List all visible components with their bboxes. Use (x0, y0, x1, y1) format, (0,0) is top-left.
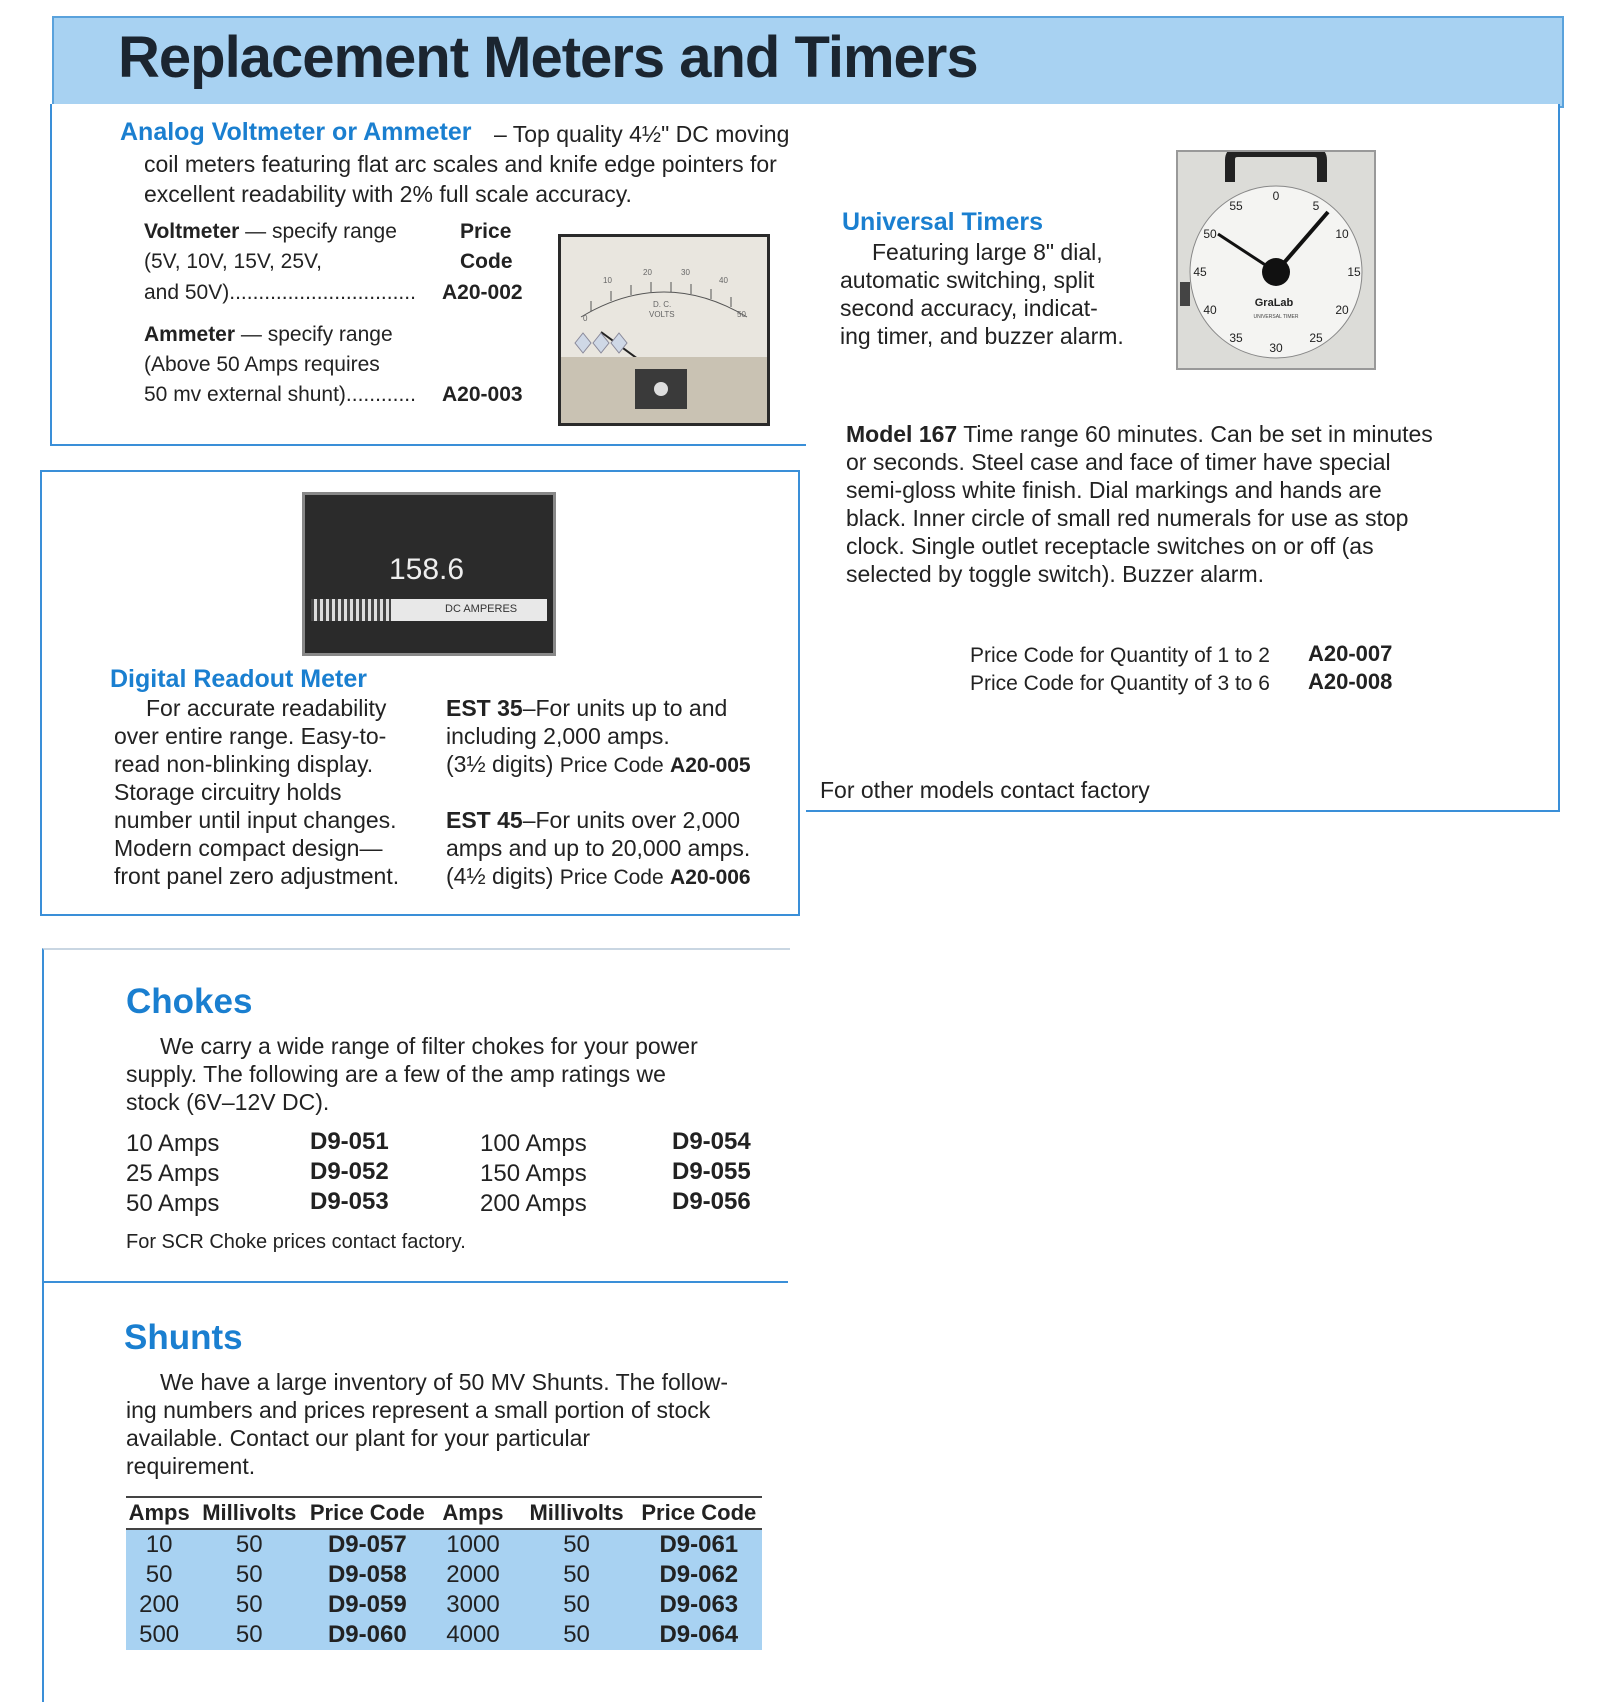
voltmeter-spec-text: — specify range (239, 220, 397, 243)
shunt-millivolts: 50 (235, 1561, 263, 1588)
timer-model-text: selected by toggle switch). Buzzer alarm. (846, 561, 1265, 587)
est35-price-code: A20-005 (670, 754, 751, 777)
chokes-desc-line: stock (6V–12V DC). (126, 1089, 330, 1115)
est35-text: including 2,000 amps. (446, 723, 670, 749)
shunt-price-code: D9-061 (659, 1531, 739, 1558)
timers-footer-note: For other models contact factory (820, 777, 1150, 803)
choke-amps: 50 Amps (126, 1190, 220, 1217)
voltmeter-label: Voltmeter (144, 220, 240, 243)
shunts-desc-line: available. Contact our plant for your particular (126, 1425, 591, 1451)
shunt-price-code: D9-063 (659, 1591, 739, 1618)
digital-desc-line: front panel zero adjustment. (114, 863, 400, 889)
ammeter-price-code: A20-003 (442, 381, 523, 409)
digital-desc-line: read non-blinking display. (114, 751, 374, 777)
timer-dial-number: 15 (1347, 265, 1361, 279)
choke-code: D9-054 (672, 1128, 751, 1155)
choke-amps: 150 Amps (480, 1160, 587, 1187)
shunt-price-code: D9-060 (327, 1621, 407, 1648)
dial-label: D. C. (653, 300, 672, 309)
chokes-desc-line: supply. The following are a few of the amp ratings we (126, 1061, 666, 1087)
analog-intro-line: – Top quality 4½" DC moving (494, 121, 790, 147)
digital-desc-line: number until input changes. (114, 807, 397, 833)
dial-tick-label: 0 (583, 314, 588, 323)
shunt-millivolts: 50 (235, 1621, 263, 1648)
timer-dial-number: 5 (1312, 199, 1320, 213)
digital-heading: Digital Readout Meter (110, 665, 367, 693)
choke-amps: 25 Amps (126, 1160, 220, 1187)
shunts-desc-line: requirement. (126, 1453, 256, 1479)
timer-price-row1-label: Price Code for Quantity of 1 to 2 (970, 644, 1270, 667)
shunt-amps: 1000 (446, 1531, 500, 1558)
shunt-millivolts: 50 (563, 1561, 590, 1588)
col-header: Price Code (306, 1497, 428, 1529)
col-header: Millivolts (192, 1497, 306, 1529)
timer-caption: UNIVERSAL TIMER (1253, 314, 1299, 320)
choke-code: D9-052 (310, 1158, 389, 1185)
ammeter-spec-text: (Above 50 Amps requires (144, 353, 380, 376)
ammeter-spec-text: 50 mv external shunt)............ (144, 383, 416, 406)
est45-price-label: Price Code (559, 866, 664, 889)
timers-desc-line: Featuring large 8" dial, (872, 239, 1103, 265)
shunts-desc-line: We have a large inventory of 50 MV Shunts. The follow- (160, 1369, 729, 1395)
timer-model-label: Model 167 (846, 421, 958, 447)
table-row (126, 1620, 762, 1650)
est45-line (446, 806, 740, 834)
est35-price-line (446, 750, 751, 780)
timer-dial-number: 20 (1335, 303, 1349, 317)
shunt-amps: 200 (139, 1591, 180, 1618)
shunt-price-code: D9-059 (327, 1591, 407, 1618)
dial-tick-label: 40 (719, 276, 728, 285)
choke-code: D9-055 (672, 1158, 751, 1185)
col-header: Millivolts (518, 1497, 636, 1529)
timer-dial-number: 55 (1229, 199, 1243, 213)
choke-code: D9-056 (672, 1188, 751, 1215)
choke-code: D9-053 (310, 1188, 389, 1215)
shunt-millivolts: 50 (235, 1531, 263, 1558)
shunt-millivolts: 50 (235, 1591, 263, 1618)
digital-display-value: 158.6 (389, 553, 465, 586)
est35-line (446, 694, 727, 722)
col-header: Amps (126, 1497, 192, 1529)
shunts-table-header (126, 1497, 762, 1529)
section-divider (44, 1281, 788, 1283)
ammeter-spec (144, 321, 393, 349)
timer-dial-number: 25 (1309, 331, 1323, 345)
ammeter-spec-text: — specify range (235, 323, 393, 346)
timer-model-text: Time range 60 minutes. Can be set in minutes (957, 421, 1433, 447)
shunt-price-code: D9-057 (327, 1531, 407, 1558)
analog-intro-line: coil meters featuring flat arc scales and knife edge pointers for (144, 151, 777, 177)
chokes-heading: Chokes (126, 982, 253, 1021)
table-row (126, 1560, 762, 1590)
analog-meter-image (558, 234, 770, 426)
shunts-heading: Shunts (124, 1318, 243, 1357)
choke-amps: 200 Amps (480, 1190, 587, 1217)
timer-model-text: semi-gloss white finish. Dial markings and hands are (846, 477, 1382, 503)
timers-desc-line: ing timer, and buzzer alarm. (840, 323, 1124, 349)
est35-digits: (3½ digits) (446, 751, 554, 777)
shunt-amps: 10 (145, 1531, 173, 1558)
choke-amps: 10 Amps (126, 1130, 220, 1157)
shunt-millivolts: 50 (563, 1621, 590, 1648)
timer-dial-number: 10 (1335, 227, 1349, 241)
shunt-price-code: D9-058 (327, 1561, 407, 1588)
choke-amps: 100 Amps (480, 1130, 587, 1157)
table-row (126, 1590, 762, 1620)
dial-tick-label: 20 (643, 268, 652, 277)
timer-model-line (846, 420, 1433, 448)
timer-dial-number: 35 (1229, 331, 1243, 345)
shunt-price-code: D9-062 (659, 1561, 739, 1588)
shunt-millivolts: 50 (563, 1531, 590, 1558)
shunt-amps: 50 (145, 1561, 173, 1588)
table-row (126, 1529, 762, 1560)
est45-text: amps and up to 20,000 amps. (446, 835, 751, 861)
page-title: Replacement Meters and Timers (118, 25, 978, 90)
voltmeter-spec-text: and 50V)................................ (144, 281, 416, 304)
timer-dial-number: 45 (1193, 265, 1207, 279)
est35-label: EST 35 (446, 695, 523, 721)
est35-text: –For units up to and (522, 695, 728, 721)
analog-intro-line: excellent readability with 2% full scale accuracy. (144, 181, 632, 207)
shunt-amps: 2000 (446, 1561, 500, 1588)
shunts-table (126, 1496, 762, 1650)
dial-tick-label: 30 (681, 268, 690, 277)
shunt-price-code: D9-064 (659, 1621, 739, 1648)
digital-display-unit: DC AMPERES (445, 603, 518, 615)
timer-dial-number: 0 (1272, 189, 1280, 203)
timer-price-row2-label: Price Code for Quantity of 3 to 6 (970, 672, 1270, 695)
ammeter-label: Ammeter (144, 323, 236, 346)
shunt-amps: 3000 (446, 1591, 500, 1618)
digital-desc-line: Modern compact design— (114, 835, 383, 861)
dial-tick-label: 50 (737, 310, 746, 319)
digital-bargraph (311, 599, 391, 621)
shunt-amps: 500 (139, 1621, 180, 1648)
timer-dial-number: 30 (1269, 341, 1283, 355)
voltmeter-spec (144, 218, 397, 246)
voltmeter-spec-text: (5V, 10V, 15V, 25V, (144, 250, 322, 273)
est45-price-code: A20-006 (670, 866, 751, 889)
shunt-millivolts: 50 (563, 1591, 590, 1618)
chokes-desc-line: We carry a wide range of filter chokes for your power (160, 1033, 698, 1059)
digital-meter-image (302, 492, 556, 656)
timer-price-row2-code: A20-008 (1308, 669, 1393, 694)
voltmeter-price-code: A20-002 (442, 279, 523, 307)
dial-tick-label: 10 (603, 276, 612, 285)
title-banner (52, 16, 1564, 108)
shunts-desc-line: ing numbers and prices represent a small portion of stock (126, 1397, 711, 1423)
col-header: Price Code (636, 1497, 762, 1529)
shunt-amps: 4000 (446, 1621, 500, 1648)
timer-dial-number: 40 (1203, 303, 1217, 317)
digital-desc-line: Storage circuitry holds (114, 779, 342, 805)
timer-dial-number: 50 (1203, 227, 1217, 241)
timer-image (1176, 150, 1376, 370)
analog-meter-dial (561, 237, 767, 423)
code-column-label: Code (460, 250, 513, 273)
timer-brand: GraLab (1254, 297, 1294, 309)
timers-desc-line: second accuracy, indicat- (840, 295, 1098, 321)
choke-code: D9-051 (310, 1128, 389, 1155)
timers-desc-line: automatic switching, split (840, 267, 1095, 293)
timer-price-row1-code: A20-007 (1308, 641, 1393, 666)
timer-dial (1178, 152, 1374, 368)
est35-price-label: Price Code (559, 754, 664, 777)
col-header: Amps (428, 1497, 517, 1529)
timer-model-text: or seconds. Steel case and face of timer have special (846, 449, 1391, 475)
dial-label: VOLTS (649, 310, 675, 319)
digital-desc-line: over entire range. Easy-to- (114, 723, 387, 749)
digital-desc-line: For accurate readability (146, 695, 387, 721)
price-column-label: Price (460, 220, 512, 243)
timer-model-text: black. Inner circle of small red numerals for use as stop (846, 505, 1409, 531)
est45-digits: (4½ digits) (446, 863, 554, 889)
timers-heading: Universal Timers (842, 208, 1044, 236)
timer-model-text: clock. Single outlet receptacle switches on or off (as (846, 533, 1374, 559)
est45-price-line (446, 862, 751, 892)
chokes-note: For SCR Choke prices contact factory. (126, 1231, 466, 1253)
analog-heading: Analog Voltmeter or Ammeter (120, 118, 472, 146)
est45-text: –For units over 2,000 (522, 807, 741, 833)
est45-label: EST 45 (446, 807, 523, 833)
